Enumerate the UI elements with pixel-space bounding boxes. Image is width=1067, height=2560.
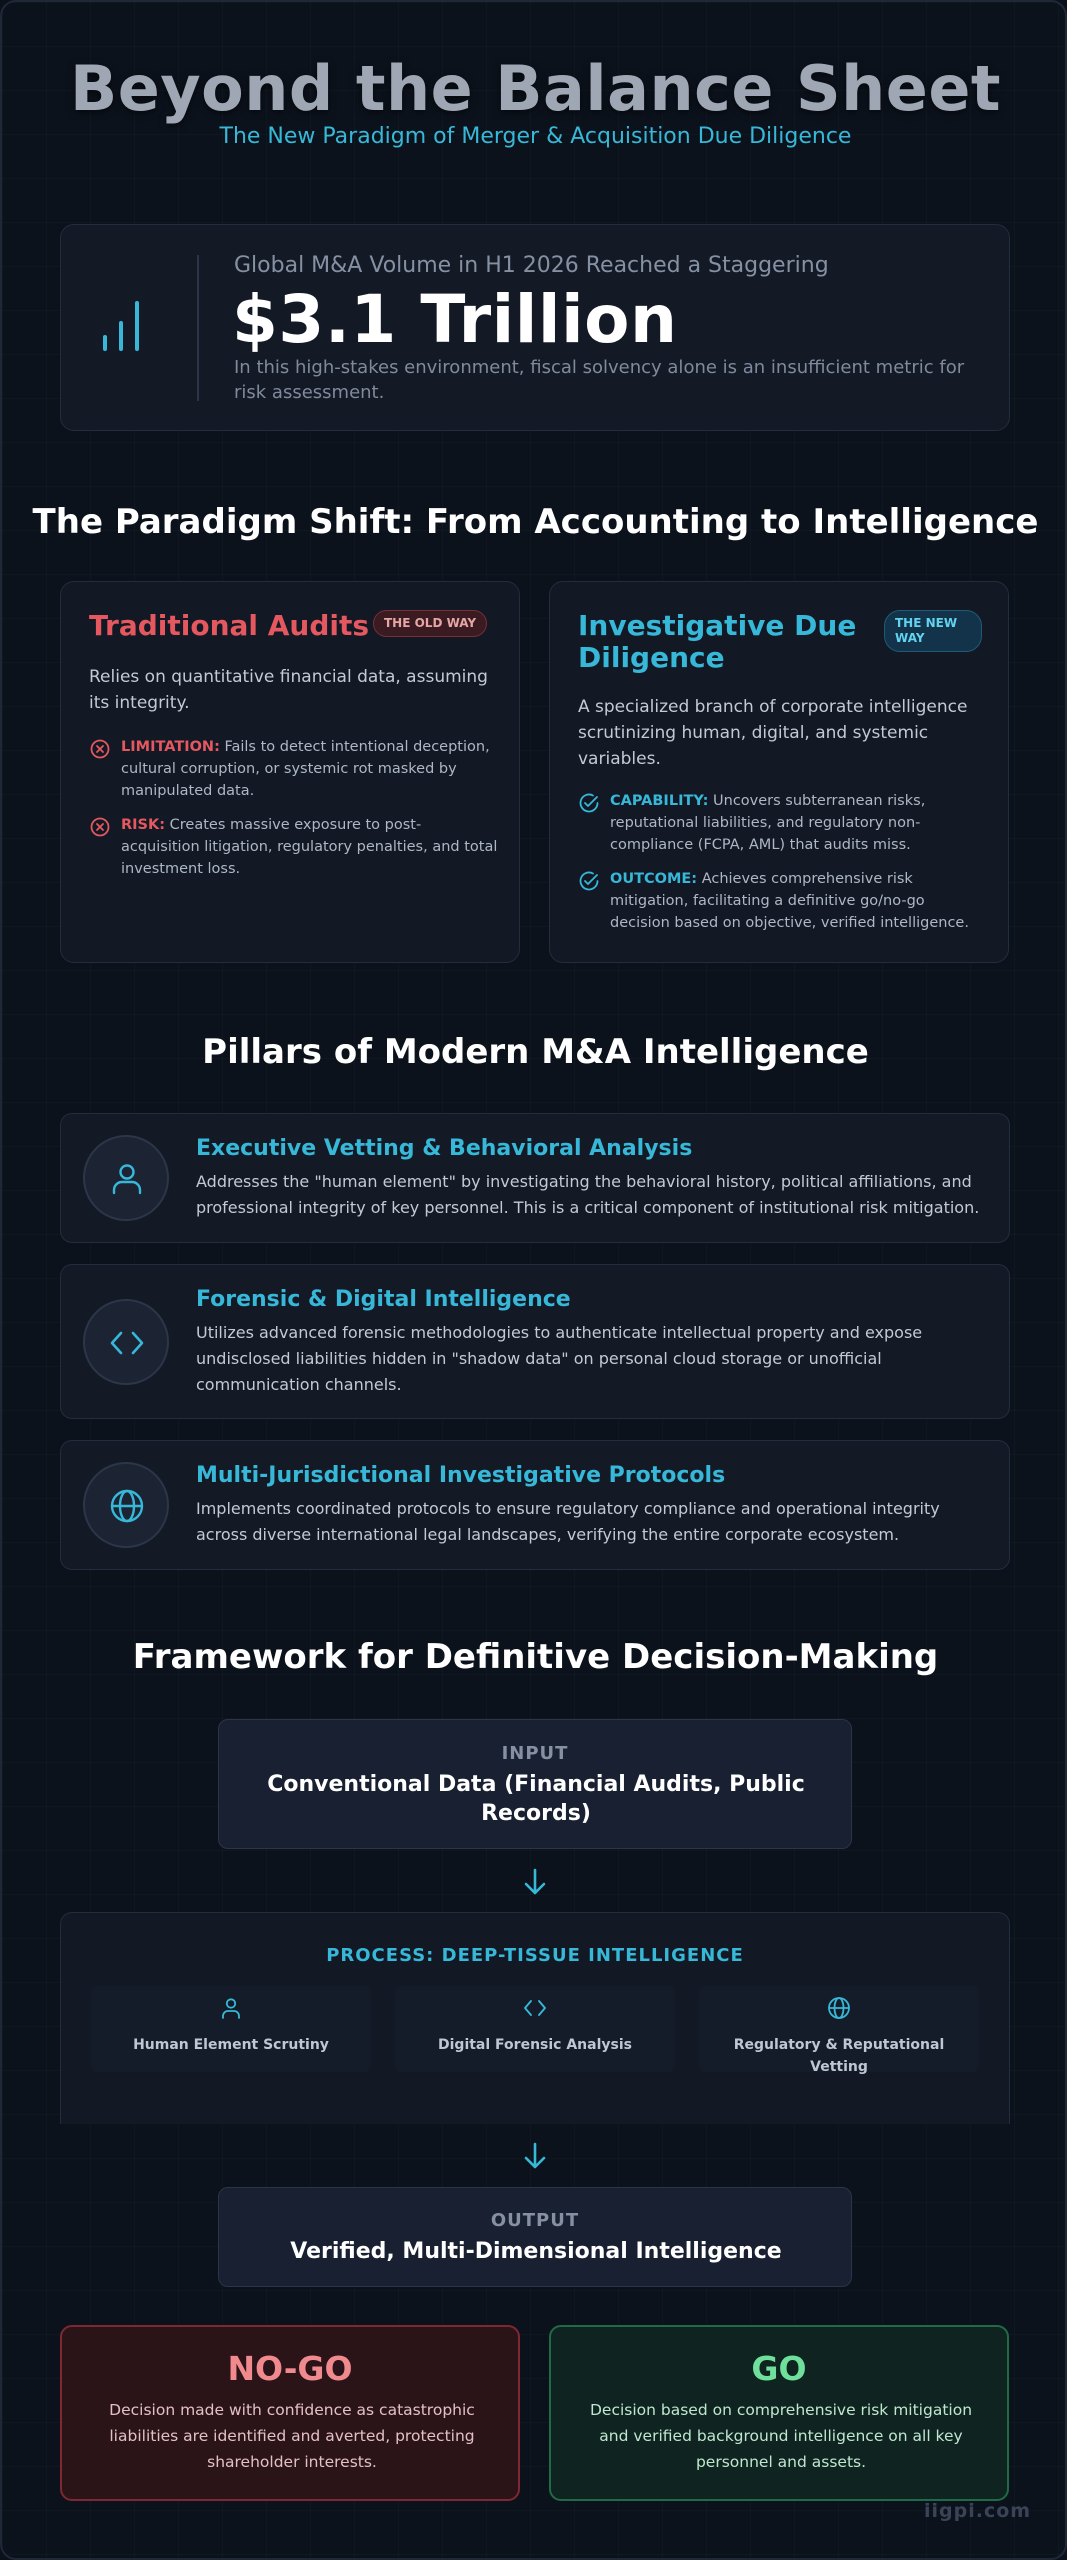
pillar-title: Multi-Jurisdictional Investigative Protocols xyxy=(196,1463,726,1488)
hero-subtitle: The New Paradigm of Merger & Acquisition Due Diligence xyxy=(219,124,852,149)
point-text: Fails to detect intentional deception, cultural corruption, or systemic rot masked by manipulated data. xyxy=(121,739,490,799)
capability-point xyxy=(578,790,988,856)
nogo-description: Decision made with confidence as catastrophic liabilities are identified and averted, protecting shareholder interests. xyxy=(109,2401,475,2471)
card-title: Investigative Due Diligence xyxy=(578,609,857,674)
outcome-point xyxy=(578,868,988,934)
point-text: Achieves comprehensive risk mitigation, facilitating a definitive go/no-go decision based on objective, verified intelligence. xyxy=(610,871,969,931)
process-item-human xyxy=(91,1986,371,2072)
framework-title: Framework for Definitive Decision-Making xyxy=(132,1637,939,1677)
code-icon xyxy=(83,1299,169,1385)
process-item-digital xyxy=(395,1986,675,2072)
point-label: RISK: xyxy=(121,817,166,833)
pillar-title: Forensic & Digital Intelligence xyxy=(196,1287,571,1312)
traditional-audits-card xyxy=(60,581,520,963)
go-decision-card xyxy=(549,2325,1009,2501)
new-way-badge: THE NEW WAY xyxy=(884,610,982,652)
user-icon xyxy=(219,1996,243,2020)
pillar-description: Implements coordinated protocols to ensure regulatory compliance and operational integrity across diverse international legal landscapes, verifying the entire corporate ecosystem. xyxy=(196,1499,940,1544)
process-item-regulatory xyxy=(699,1986,979,2075)
check-circle-icon xyxy=(578,792,600,814)
pillar-description: Utilizes advanced forensic methodologies to authenticate intellectual property and expose undisclosed liabilities hidden in "shadow data" on personal cloud storage or unofficial communication channels. xyxy=(196,1323,923,1394)
pillar-title: Executive Vetting & Behavioral Analysis xyxy=(196,1136,693,1161)
nogo-decision-card xyxy=(60,2325,520,2501)
hero-title: Beyond the Balance Sheet xyxy=(69,52,1002,125)
process-item-label: Human Element Scrutiny xyxy=(133,2037,329,2053)
process-panel xyxy=(60,1912,1010,2124)
point-label: CAPABILITY: xyxy=(610,793,709,809)
old-way-badge: THE OLD WAY xyxy=(373,610,487,637)
pillar-executive-vetting xyxy=(60,1113,1010,1243)
point-label: OUTCOME: xyxy=(610,871,698,887)
stat-value: $3.1 Trillion xyxy=(232,281,678,358)
code-icon xyxy=(523,1996,547,2020)
go-title: GO xyxy=(751,2349,807,2388)
pillar-multi-jurisdictional xyxy=(60,1440,1010,1570)
bar-chart-icon xyxy=(99,297,147,357)
globe-icon xyxy=(827,1996,851,2020)
limitation-point xyxy=(89,736,499,802)
pillar-description: Addresses the "human element" by investigating the behavioral history, political affiliations, and professional integrity of key personnel. This is a critical component of institutional risk mitigation. xyxy=(196,1172,980,1217)
paradigm-title: The Paradigm Shift: From Accounting to Intelligence xyxy=(32,502,1039,542)
process-item-label: Regulatory & Reputational Vetting xyxy=(733,2037,945,2075)
go-description: Decision based on comprehensive risk mitigation and verified background intelligence on all key personnel and assets. xyxy=(589,2401,973,2471)
card-description: Relies on quantitative financial data, assuming its integrity. xyxy=(89,667,488,713)
point-text: Creates massive exposure to post-acquisition litigation, regulatory penalties, and total investment loss. xyxy=(121,817,498,877)
user-icon xyxy=(83,1135,169,1221)
point-label: LIMITATION: xyxy=(121,739,220,755)
globe-icon xyxy=(83,1462,169,1548)
pillars-title: Pillars of Modern M&A Intelligence xyxy=(202,1032,869,1072)
output-text: Verified, Multi-Dimensional Intelligence xyxy=(290,2239,782,2264)
input-box xyxy=(218,1719,852,1849)
arrow-down-icon xyxy=(520,2141,550,2171)
input-kicker: INPUT xyxy=(501,1743,569,1764)
input-text: Conventional Data (Financial Audits, Public Records) xyxy=(267,1772,805,1826)
point-text: Uncovers subterranean risks, reputational liabilities, and regulatory non-compliance (FCPA, AML) that audits miss. xyxy=(610,793,926,853)
x-circle-icon xyxy=(89,738,111,760)
stat-card xyxy=(60,224,1010,431)
card-description: A specialized branch of corporate intelligence scrutinizing human, digital, and systemic variables. xyxy=(578,697,968,769)
nogo-title: NO-GO xyxy=(227,2349,353,2388)
output-kicker: OUTPUT xyxy=(490,2210,580,2231)
process-item-label: Digital Forensic Analysis xyxy=(438,2037,632,2053)
stat-label: Global M&A Volume in H1 2026 Reached a Staggering xyxy=(234,253,829,278)
investigative-due-diligence-card xyxy=(549,581,1009,963)
footer-brand: iigpi.com xyxy=(924,2500,1032,2522)
pillar-forensic-digital xyxy=(60,1264,1010,1419)
check-circle-icon xyxy=(578,870,600,892)
card-title: Traditional Audits xyxy=(89,609,370,642)
process-title: PROCESS: DEEP-TISSUE INTELLIGENCE xyxy=(326,1945,744,1966)
risk-point xyxy=(89,814,499,880)
arrow-down-icon xyxy=(520,1867,550,1897)
output-box xyxy=(218,2187,852,2287)
stat-divider xyxy=(197,255,199,401)
x-circle-icon xyxy=(89,816,111,838)
stat-description: In this high-stakes environment, fiscal solvency alone is an insufficient metric for risk assessment. xyxy=(234,357,965,403)
